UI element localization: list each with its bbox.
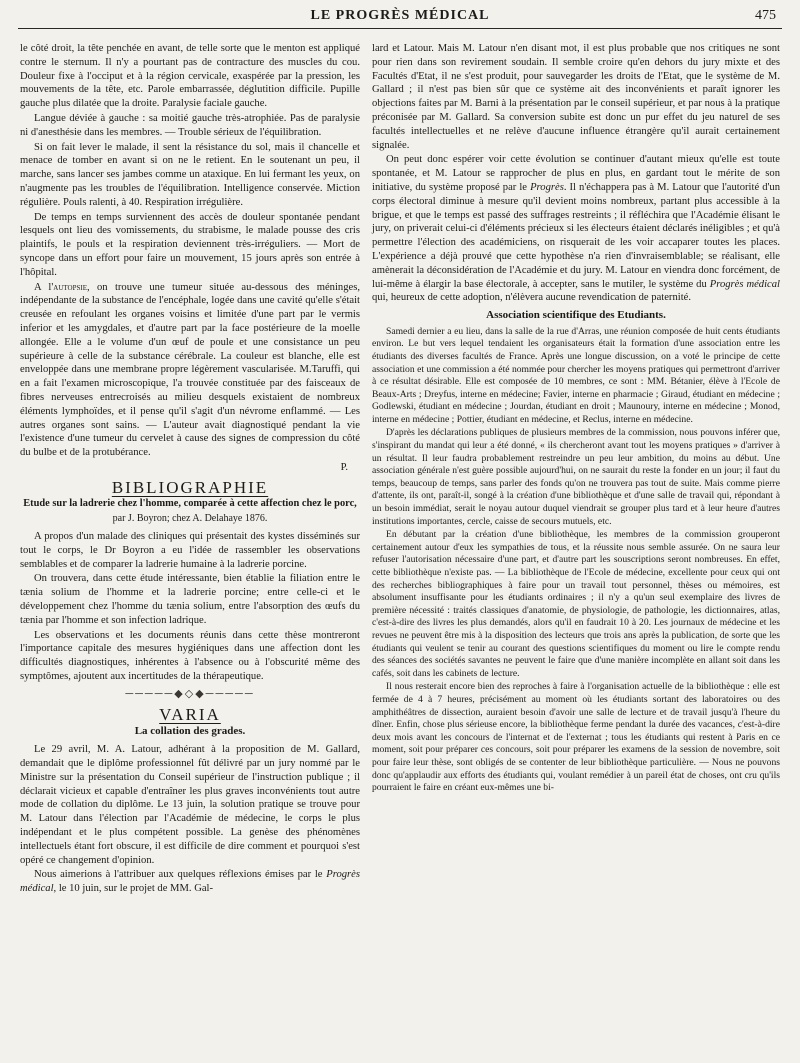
text-run: , le 10 juin, sur le projet de MM. Gal-: [53, 883, 214, 895]
running-head: [18, 6, 782, 29]
paragraph: En débutant par la création d'une bibliothèque, les membres de la commission grouperont certainement autour d'eux les sympathies de tous, et la réussite nous semble assurée. On ne saura leur refuser l'autorisation nécessaire d'une part, et d'autre part les souscriptions seront nombreuses. En effet, cette bibliothèque n'existe pas. — La bibliothèque de l'Ecole de médecine, excellente pour ceux qui ont des recherches bibliographiques à faire pour un travail tout personnel, thèses ou mémoires, est absolument insuffisante pour les étudiants ordinaires ; il n'y a qu'un seul exemplaire des livres de première nécessité : traités classiques d'anatomie, de physiologie, de pathologie, les dictionnaires, atlas, c'est-à-dire des livres les plus demandés, alors qu'il en faudrait 10 à 20. Les journaux de médecine et les revues ne peuvent être mis à la disposition des lecteurs que trois ans après la publication, de sorte que les étudiants qui veulent se tenir au courant des questions scientifiques du moment ou lire le compte rendu des séances des sociétés savantes ne peuvent le faire que d'une manière incomplète en allant soit dans les cafés, soit dans les cabinets de lecture.: [372, 529, 780, 679]
paragraph: Langue déviée à gauche : sa moitié gauche très-atrophiée. Pas de paralysie ni d'anesthésie dans les membres. — Trouble sérieux de l'équilibration.: [20, 112, 360, 138]
journal-title: LE PROGRÈS MÉDICAL: [310, 8, 490, 23]
text-run: A l': [34, 281, 54, 293]
text-run: Progrès médical: [709, 278, 780, 290]
text-run: Nous aimerions à l'attribuer aux quelques réflexions émises par le: [34, 869, 327, 881]
paragraph: [20, 868, 360, 896]
varia-heading: VARIA: [159, 704, 221, 724]
ornament-divider: ─────◆◇◆─────: [125, 687, 255, 700]
paragraph: Le 29 avril, M. A. Latour, adhérant à la proposition de M. Gallard, demandait que le diplôme professionnel fût délivré par un jury nommé par le Ministre sur la présentation du Conseil supérieur de l'instruction publique ; il déclarait vicieux et capable d'entraîner les plus graves inconvénients tout autre mode de collation du diplôme. Le 13 juin, la solution pratique se trouve pour M. Latour dans l'élection par l'Académie de médecine, le corps le plus indépendant et le plus compétent possible. La genèse des phénomènes intellectuels étant fort obscure, il est difficile de dire comment et pourquoi s'est opéré ce changement d'opinion.: [20, 744, 360, 866]
bibliography-heading: BIBLIOGRAPHIE: [111, 477, 269, 497]
paragraph: [372, 153, 780, 305]
paragraph: Si on fait lever le malade, il sent la résistance du sol, mais il chancelle et menace de tomber en avant si on ne le retient. En le soutenant un peu, il marche, sans lancer ses jambes comme un ataxique. En lui fermant les yeux, on n'augmente pas les troubles de l'équilibration. Intelligence conservée. Miction régulière. Pouls ralenti, à 40. Respiration irrégulière.: [20, 141, 360, 208]
text-run: qui, heureux de cette adoption, n'élèvera aucune revendication de paternité.: [372, 292, 691, 304]
paragraph: Samedi dernier a eu lieu, dans la salle de la rue d'Arras, une réunion composée de huit cents étudiants environ. Le but vers lequel tendaient les organisateurs était la formation d'une association entre les étudiants des diverses facultés de France. Après une longue discussion, on a voté le principe de cette association et une commission a été nommée pour chercher les moyens pratiques qui permettront d'arriver à ce résultat désirable. Elle est composée de 10 membres, ce sont : MM. Bétanier, élève à l'Ecole de Beaux-Arts ; Dreyfus, interne en médecine; Favier, interne en pharmacie ; Giraud, étudiant en médecine ; Godlewski, étudiant en médecine ; Jourdan, étudiant en droit ; Maunoury, interne en médecine ; Monod, interne en médecine ; Pottier, étudiant en médecine, et Reclus, interne en médecine.: [372, 325, 780, 425]
text-run: , on trouve une tumeur située au-dessous des méninges, indépendante de la substance de l'encéphale, logée dans une cavité qu'elle s'était creusée en refoulant les organes voisins et limitée d'une part par le vermis inferior et les amygdales, et d'autre part par la face postérieure de la moelle allongée. Elle a le volume d'un œuf de poule et une consistance un peu supérieure à celle de la substance cérébrale. La couleur est blanche, elle est enveloppée dans une membrane propre légèrement vascularisée. M.Taruffi, qui en a fait l'examen microscopique, l'a trouvée constituée par des faisceaux de fibres nerveuses entrecroisés au milieu desquels existaient de nombreux éléments lymphoïdes, et il pense qu'il s'agit d'un névrome enflammé. — Les autres organes sont sains. — L'auteur avait diagnostiqué pendant la vie l'existence d'une tumeur du cervelet à cause des signes de compression du côté du bulbe et de la protubérance.: [20, 281, 360, 459]
text-run: . Il n'échappera pas à M. Latour que l'autorité d'un corps électoral diminue à mesure qu'il devient moins nombreux, partant plus accessible à la brigue, et que le temps est passé des suffrages restreints ; il réfléchira que l'Académie élisant le jury, on priverait celui-ci d'éléments précieux si les électeurs étaient déclarés inéligibles ; et qu'à permettre l'élection des académiciens, on risquerait de les voir accaparer toutes les places. L'expérience a déjà prouvé que cette hypothèse n'a rien d'invraisemblable; se réalisant, elle amènerait la déconsidération de l'Académie et du jury. M. Latour en viendra donc forcément, de lui-même à élargir la base électorale, à accepter, sans le mutiler, le système du: [372, 181, 780, 290]
varia-subheading: La collation des grades.: [134, 725, 246, 738]
paragraph: De temps en temps surviennent des accès de douleur spontanée pendant lesquels ont lieu des vomissements, du strabisme, le malade pousse des cris plaintifs, le pouls et la respiration deviennent très-irréguliers. — Mort de syncope dans un effort pour faire un mouvement, 15 jours après son entrée à l'hôpital.: [20, 211, 360, 278]
paragraph: Il nous resterait encore bien des reproches à faire à l'organisation actuelle de la bibliothèque : elle est fermée de 4 à 7 heures, précisément au moment où les étudiants sortant des laboratoires ou des amphithéâtres de dissection, auraient besoin d'avoir une salle de lecture et de travail jusqu'à l'heure du dîner. Enfin, chose plus sérieuse encore, la bibliothèque ferme pendant la durée des vacances, c'est-à-dire deux mois avant les concours de l'internat et de l'externat ; tous les étudiants qui restent à Paris en ce moment, soit pour préparer ces concours, soit pour préparer les examens de la session de novembre, soit pour faire leur thèse, sont obligés de se contenter de leur bibliothèque particulière. — Nous ne pouvons donc qu'applaudir aux efforts des étudiants qui, voulant remédier à un pareil état de choses, ont cru qu'ils pourraient le faire en créant eux-mêmes une bi-: [372, 681, 780, 794]
paragraph-autopsy: [20, 281, 360, 460]
paragraph: D'après les déclarations publiques de plusieurs membres de la commission, nous pouvons inférer que, s'inspirant du mandat qui leur a été donné, « ils chercheront avant tout les moyens pratiques » d'arriver à un résultat. Il leur faudra probablement restreindre un peu leur ambition, du moins au début. Une association générale n'est guère possible aujourd'hui, on ne saurait du reste la fonder en un jour; il faut du temps, beaucoup de temps, sans parler des fonds qu'on ne trouvera pas tout de suite. Mais comme pierre d'attente, ils ont, paraît-il, songé à la création d'une bibliothèque et d'une salle de travail qui, répondant à un besoin immédiat, serait le noyau autour duquel viendrait se grouper plus tard et à leur heure d'autres institutions importantes, cercle, caisse de secours mutuels, etc.: [372, 427, 780, 527]
page-number: 475: [755, 8, 776, 23]
text-run: On peut donc espérer voir cette évolution se continuer d'autant mieux qu'elle est toute spontanée, et M. Latour se rapprocher de plus en plus, en gardant tout le mérite de son initiative, du système proposé par le: [372, 154, 780, 193]
paragraph: A propos d'un malade des cliniques qui présentait des kystes disséminés sur tout le corps, le Dr Boyron a eu l'idée de rassembler les observations semblables et de comparer la ladrerie humaine à la ladrerie porcine.: [20, 531, 360, 570]
paragraph: le côté droit, la tête penchée en avant, de telle sorte que le menton est appliqué contre le sternum. Il n'y a pourtant pas de contracture des muscles du cou. Douleur fixe à l'occiput et à la région cervicale, exaspérée par la pression, les mouvements de la tête, etc. Parole embarrassée, déglutition difficile. Pupille gauche plus dilatée que la droite. Paralysie faciale gauche.: [20, 43, 360, 110]
text-run: Progrès: [530, 181, 564, 193]
text-run: Progrès médical: [20, 869, 360, 895]
author-initial: P.: [340, 461, 348, 473]
book-title: Etude sur la ladrerie chez l'homme, comparée à cette affection chez le porc,: [23, 497, 357, 509]
left-column: [20, 42, 360, 897]
book-citation: par J. Boyron; chez A. Delahaye 1876.: [112, 513, 268, 525]
text-run: autopsie: [53, 281, 87, 293]
association-heading: Association scientifique des Etudiants.: [486, 309, 666, 322]
paragraph: Les observations et les documents réunis dans cette thèse montreront l'importance capitale des mesures hygiéniques dans une affection dont les difficultés diagnostiques, inhérentes à l'absence ou à l'obscurité même des symptômes, ajoutent aux incertitudes de la thérapeutique.: [20, 629, 360, 683]
paragraph: lard et Latour. Mais M. Latour n'en disant mot, il est plus probable que nos critiques ne sont pour rien dans son revirement soudain. Il semble croire qu'en dehors du jury mixte et des Facultés d'Etat, il ne s'est produit, pour sauvegarder les droits de l'Etat, que le système de M. Gallard ; il n'est pas bien sûr que ce système ait des inconvénients et paraît ignorer les objections faites par M. Barni à la présentation par le conseil supérieur, et par nous à la pratique préconisée par M. Gallard. Sa conversion subite est donc un pur effet du jeu naturel de ses facultés intellectuelles et ne relève d'aucune influence étrangère qu'il aurait certainement signalée.: [372, 43, 780, 151]
paragraph: On trouvera, dans cette étude intéressante, bien établie la filiation entre le tænia solium de l'homme et la ladrerie porcine; entre celle-ci et le développement chez l'homme du tænia solium, entre l'absorption des œufs du tænia par l'homme et son infection ladrique.: [20, 573, 360, 626]
right-column: [372, 42, 780, 796]
